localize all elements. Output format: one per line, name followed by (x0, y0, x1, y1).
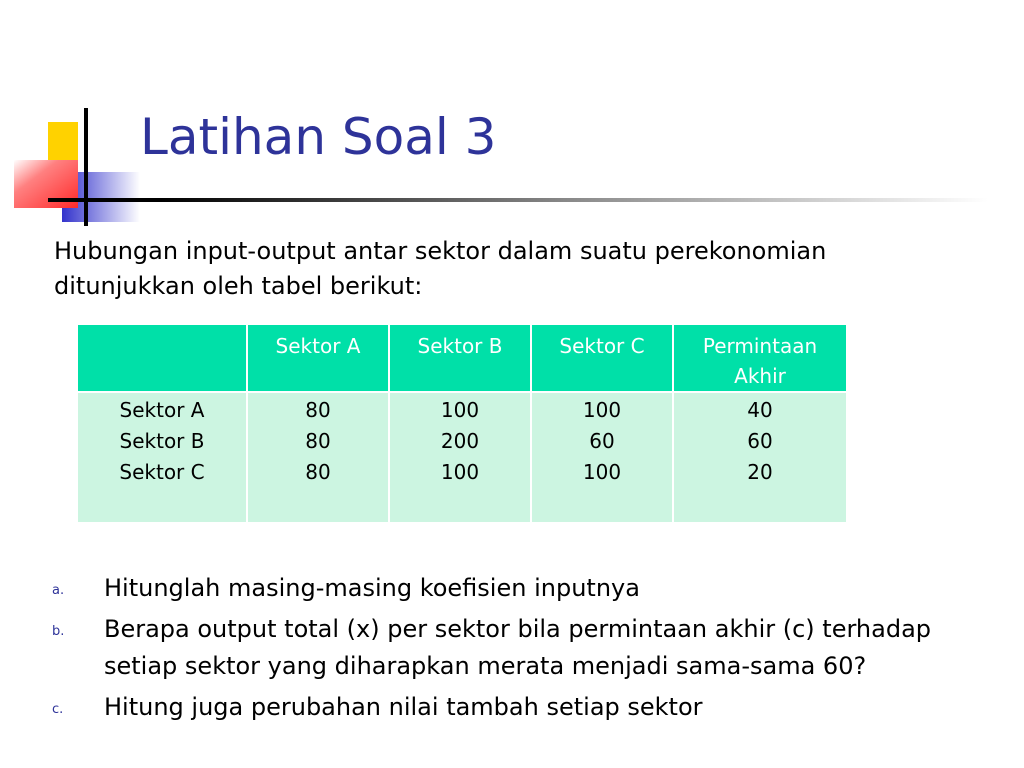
list-marker: c. (52, 702, 64, 717)
sektor-a-values-cell (247, 392, 389, 523)
question-list (50, 570, 950, 730)
table-header-row (77, 324, 847, 392)
question-text: Hitung juga perubahan nilai tambah setiap sektor (104, 693, 703, 721)
row-label: Sektor B (119, 429, 205, 453)
sektor-c-values-cell (531, 392, 673, 523)
list-marker: a. (52, 583, 65, 598)
header-cell-sektor-a: Sektor A (247, 324, 389, 392)
sektor-b-values-cell (389, 392, 531, 523)
header-cell-empty (77, 324, 247, 392)
table-value: 100 (440, 398, 480, 422)
intro-text: Hubungan input-output antar sektor dalam suatu perekonomian ditunjukkan oleh tabel berikut: (54, 237, 827, 300)
list-item-b (50, 611, 950, 685)
question-text: Hitunglah masing-masing koefisien inputnya (104, 574, 640, 602)
list-marker: b. (52, 624, 65, 639)
table-value: 100 (582, 398, 622, 422)
header-cell-sektor-c: Sektor C (531, 324, 673, 392)
table-value: 200 (440, 429, 480, 453)
list-item-c (50, 689, 950, 726)
table-value: 60 (747, 429, 773, 453)
table-value: 40 (747, 398, 773, 422)
table-value: 100 (440, 460, 480, 484)
permintaan-akhir-values-cell (673, 392, 847, 523)
logo-vertical-line (84, 108, 88, 226)
table-value: 60 (589, 429, 615, 453)
slide-title: Latihan Soal 3 (140, 108, 497, 166)
row-label: Sektor C (119, 460, 205, 484)
input-output-table (76, 323, 848, 524)
title-underline (48, 198, 988, 202)
table-value: 80 (305, 398, 331, 422)
question-text: Berapa output total (x) per sektor bila permintaan akhir (c) terhadap setiap sektor yang diharapkan merata menjadi sama-sama 60? (104, 615, 932, 680)
header-cell-sektor-b: Sektor B (389, 324, 531, 392)
row-label: Sektor A (119, 398, 205, 422)
row-labels-cell (77, 392, 247, 523)
header-cell-permintaan-akhir: Permintaan Akhir (673, 324, 847, 392)
slide-logo-decoration (0, 0, 150, 240)
list-item-a (50, 570, 950, 607)
table-value: 100 (582, 460, 622, 484)
table-value: 20 (747, 460, 773, 484)
table-value: 80 (305, 429, 331, 453)
table-row (77, 392, 847, 523)
table-value: 80 (305, 460, 331, 484)
